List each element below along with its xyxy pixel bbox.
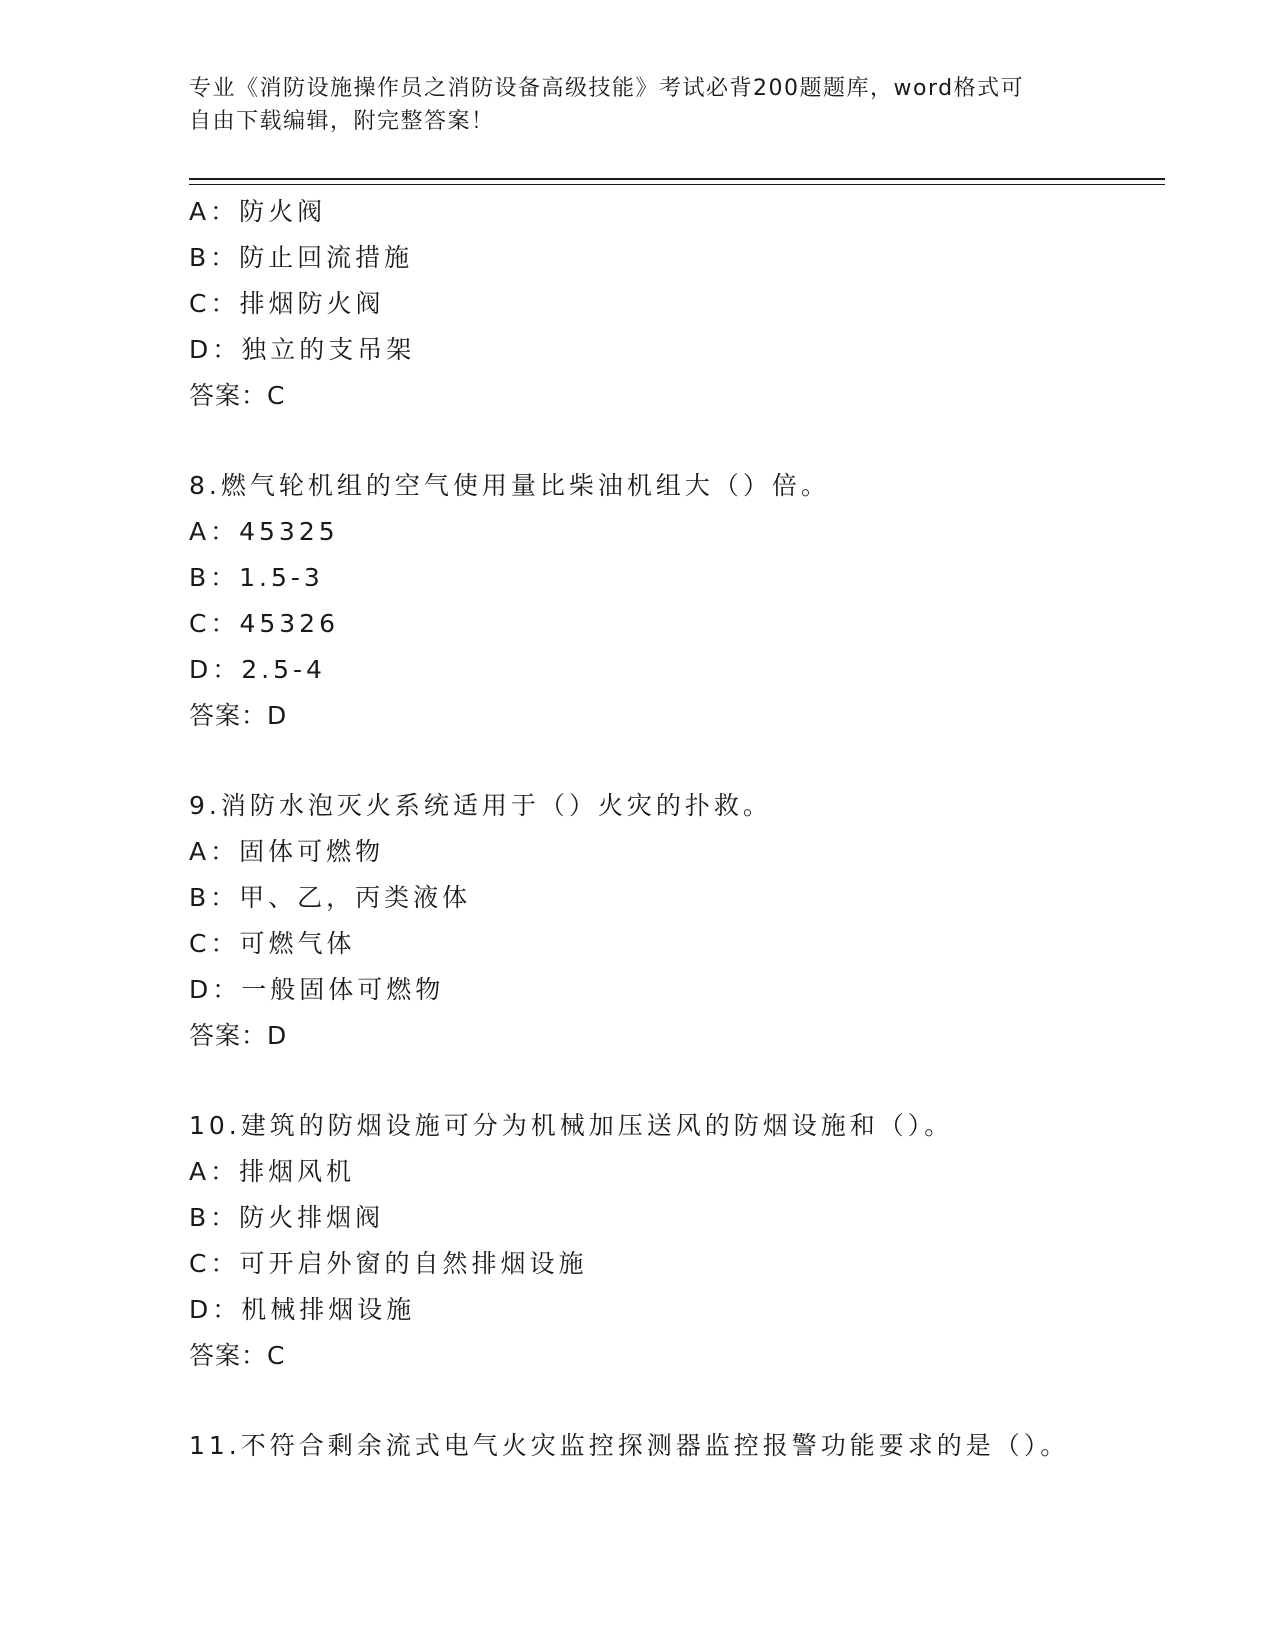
question-block-7 bbox=[189, 189, 1189, 419]
question-text: 9.消防水泡灭火系统适用于（）火灾的扑救。 bbox=[189, 791, 772, 820]
option-b: B：甲、乙，丙类液体 bbox=[189, 883, 472, 912]
header-divider-thin bbox=[189, 184, 1165, 185]
question-block-9 bbox=[189, 783, 1189, 1059]
option-c: C：排烟防火阀 bbox=[189, 289, 385, 318]
question-text: 11.不符合剩余流式电气火灾监控探测器监控报警功能要求的是（）。 bbox=[189, 1431, 1070, 1460]
option-d: D：独立的支吊架 bbox=[189, 335, 416, 364]
option-a: A：防火阀 bbox=[189, 197, 327, 226]
option-c: C：可燃气体 bbox=[189, 929, 356, 958]
option-b: B：1.5-3 bbox=[189, 563, 324, 592]
question-block-11 bbox=[189, 1423, 1189, 1469]
document-header bbox=[189, 72, 1069, 138]
question-text: 8.燃气轮机组的空气使用量比柴油机组大（）倍。 bbox=[189, 471, 830, 500]
answer-line: 答案：D bbox=[189, 1021, 288, 1050]
option-c: C：45326 bbox=[189, 609, 339, 638]
option-a: A：排烟风机 bbox=[189, 1157, 356, 1186]
option-d: D：机械排烟设施 bbox=[189, 1295, 416, 1324]
option-b: B：防火排烟阀 bbox=[189, 1203, 385, 1232]
question-text: 10.建筑的防烟设施可分为机械加压送风的防烟设施和（）。 bbox=[189, 1111, 954, 1140]
answer-line: 答案：C bbox=[189, 1341, 286, 1370]
option-c: C：可开启外窗的自然排烟设施 bbox=[189, 1249, 588, 1278]
option-d: D：2.5-4 bbox=[189, 655, 326, 684]
option-a: A：45325 bbox=[189, 517, 339, 546]
answer-line: 答案：C bbox=[189, 381, 286, 410]
option-d: D：一般固体可燃物 bbox=[189, 975, 445, 1004]
question-block-10 bbox=[189, 1103, 1189, 1379]
header-line-1: 专业《消防设施操作员之消防设备高级技能》考试必背200题题库，word格式可 bbox=[189, 76, 1025, 101]
answer-line: 答案：D bbox=[189, 701, 288, 730]
header-divider-thick bbox=[189, 178, 1165, 180]
question-list bbox=[189, 189, 1189, 1469]
option-b: B：防止回流措施 bbox=[189, 243, 414, 272]
question-block-8 bbox=[189, 463, 1189, 739]
header-line-2: 自由下载编辑，附完整答案！ bbox=[189, 109, 495, 134]
option-a: A：固体可燃物 bbox=[189, 837, 385, 866]
